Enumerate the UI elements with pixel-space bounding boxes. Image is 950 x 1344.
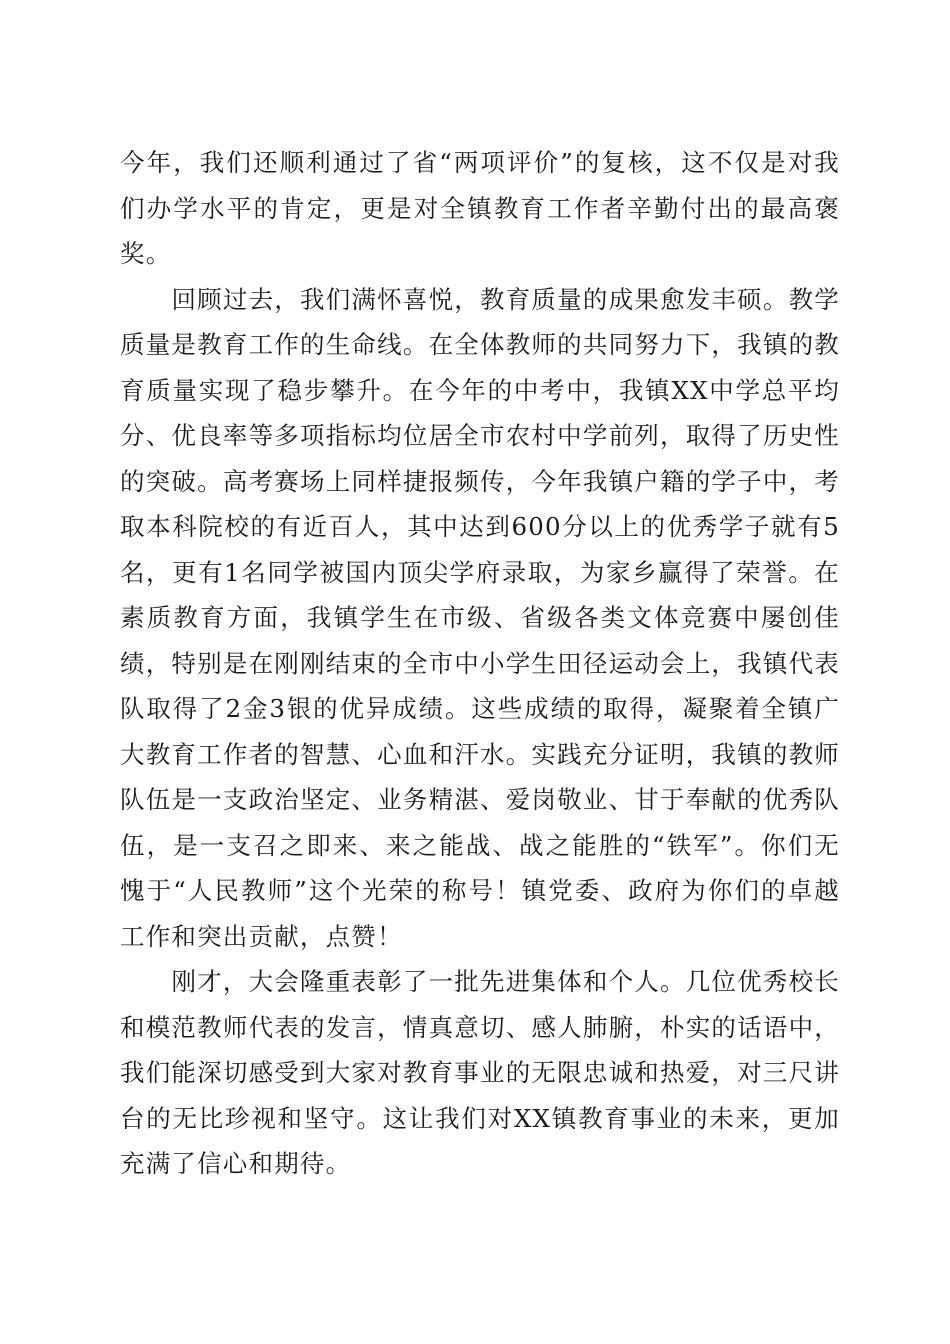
paragraph-3: 刚才，大会隆重表彰了一批先进集体和个人。几位优秀校长和模范教师代表的发言，情真意切、感人肺腑，朴实的话语中，我们能深切感受到大家对教育事业的无限忠诚和热爱，对三尺讲台的无比珍视和坚守。这让我们对XX镇教育事业的未来，更加充满了信心和期待。 [120, 967, 840, 1178]
paragraph-1: 今年，我们还顺利通过了省“两项评价”的复核，这不仅是对我们办学水平的肯定，更是对全镇教育工作者辛勤付出的最高褒奖。 [120, 148, 840, 268]
document-body [120, 140, 840, 1187]
paragraph-2: 回顾过去，我们满怀喜悦，教育质量的成果愈发丰硕。教学质量是教育工作的生命线。在全体教师的共同努力下，我镇的教育质量实现了稳步攀升。在今年的中考中，我镇XX中学总平均分、优良率等多项指标均位居全市农村中学前列，取得了历史性的突破。高考赛场上同样捷报频传，今年我镇户籍的学子中，考取本科院校的有近百人，其中达到600分以上的优秀学子就有5名，更有1名同学被国内顶尖学府录取，为家乡赢得了荣誉。在素质教育方面，我镇学生在市级、省级各类文体竞赛中屡创佳绩，特别是在刚刚结束的全市中小学生田径运动会上，我镇代表队取得了2金3银的优异成绩。这些成绩的取得，凝聚着全镇广大教育工作者的智慧、心血和汗水。实践充分证明，我镇的教师队伍是一支政治坚定、业务精湛、爱岗敬业、甘于奉献的优秀队伍，是一支召之即来、来之能战、战之能胜的“铁军”。你们无愧于“人民教师”这个光荣的称号！镇党委、政府为你们的卓越工作和突出贡献，点赞！ [120, 284, 840, 951]
